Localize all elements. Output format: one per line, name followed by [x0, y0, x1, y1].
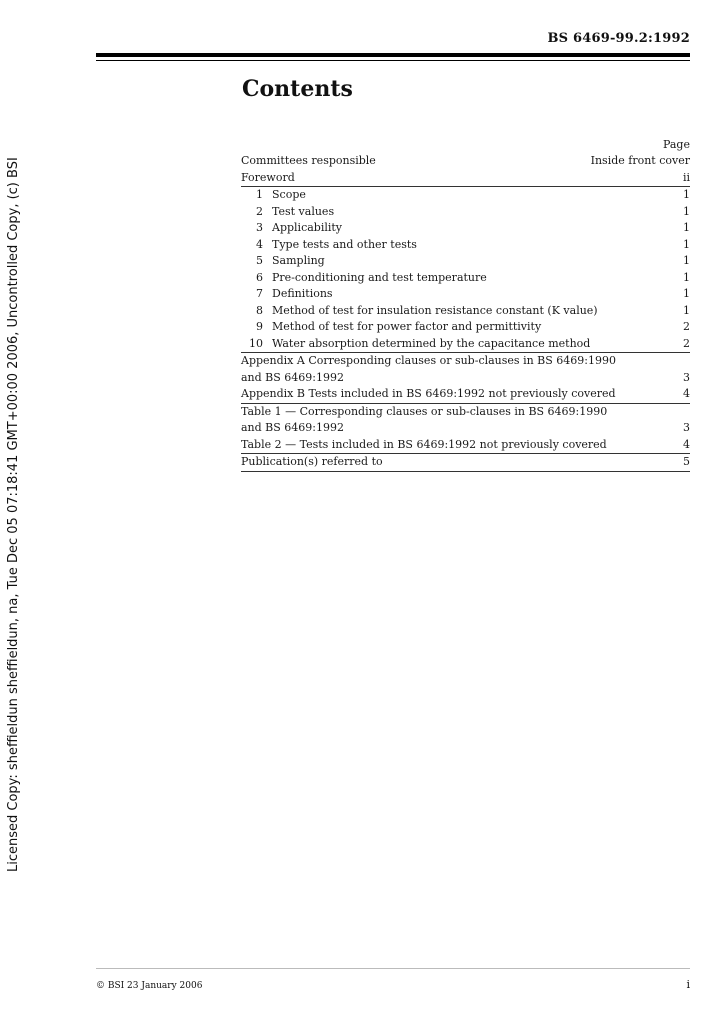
toc-clause-item[interactable]: [241, 286, 690, 303]
clause-label: Type tests and other tests: [272, 237, 417, 251]
license-watermark: Licensed Copy: sheffieldun sheffieldun, na, Tue Dec 05 07:18:41 GMT+00:00 2006, Uncontrolled Copy, (c) BSI: [6, 157, 21, 872]
toc-table-item[interactable]: [241, 404, 690, 437]
clause-label: Method of test for insulation resistance constant (K value): [272, 303, 598, 317]
clause-number: 9: [256, 320, 263, 333]
clause-number: 3: [256, 221, 263, 234]
table-label-line2: and BS 6469:1992: [241, 421, 344, 434]
clause-page: 1: [683, 204, 690, 218]
appendix-page: 4: [683, 387, 690, 400]
clause-label: Water absorption determined by the capacitance method: [272, 336, 591, 350]
appendix-label-line1: Appendix A Corresponding clauses or sub-clauses in BS 6469:1990: [241, 354, 616, 367]
clauses-section: [241, 186, 690, 352]
clause-page: 1: [683, 221, 690, 234]
footer-copyright: © BSI 23 January 2006: [96, 981, 203, 991]
table-page: 3: [683, 421, 690, 434]
table-label: [241, 404, 675, 437]
appendix-label: Appendix B Tests included in BS 6469:1992 not previously covered: [241, 387, 616, 400]
publications-section: [241, 453, 690, 471]
toc-front-item[interactable]: [241, 170, 690, 187]
table-page: 4: [683, 437, 690, 451]
page-column-header: Page: [662, 138, 690, 151]
clause-label: Method of test for power factor and permittivity: [272, 320, 542, 333]
publications-page: 5: [683, 455, 690, 468]
appendices-section: [241, 352, 690, 403]
toc-appendix-item[interactable]: [241, 386, 690, 403]
clause-number: 8: [256, 303, 263, 317]
appendix-label-line2: and BS 6469:1992: [241, 370, 344, 384]
clause-page: 1: [683, 303, 690, 317]
footer-rule: [96, 968, 690, 969]
clause-page: 2: [683, 336, 690, 350]
clause-number: 7: [256, 287, 263, 300]
clause-number: 4: [256, 237, 263, 251]
toc-appendix-item[interactable]: [241, 353, 690, 386]
document-code: BS 6469-99.2:1992: [547, 31, 690, 46]
clause-label: Test values: [272, 204, 335, 218]
toc-item-label: Foreword: [241, 170, 295, 184]
toc-clause-item[interactable]: [241, 303, 690, 320]
clause-page: 2: [683, 320, 690, 333]
toc-table-item[interactable]: [241, 437, 690, 454]
toc-clause-item[interactable]: [241, 220, 690, 237]
toc-clause-item[interactable]: [241, 187, 690, 204]
clause-label: Sampling: [272, 254, 325, 267]
toc-item-page: ii: [682, 170, 690, 184]
clause-number: 5: [256, 254, 263, 267]
toc-bottom-rule: [241, 471, 690, 472]
toc-clause-item[interactable]: [241, 204, 690, 221]
tables-section: [241, 403, 690, 454]
appendix-page: 3: [683, 370, 690, 384]
clause-page: 1: [683, 270, 690, 284]
toc-clause-item[interactable]: [241, 270, 690, 287]
header-rule-thin: [96, 60, 690, 61]
publications-label: Publication(s) referred to: [241, 455, 383, 468]
appendix-label: [241, 353, 675, 386]
toc-clause-item[interactable]: [241, 253, 690, 270]
clause-page: 1: [683, 237, 690, 251]
clause-page: 1: [683, 287, 690, 300]
clause-number: 10: [249, 336, 263, 350]
header-rule-thick: [96, 53, 690, 57]
table-of-contents: [241, 137, 690, 472]
table-label: Table 2 — Tests included in BS 6469:1992 not previously covered: [241, 437, 607, 451]
clause-label: Definitions: [272, 287, 333, 300]
toc-clause-item[interactable]: [241, 336, 690, 353]
clause-page: 1: [683, 254, 690, 267]
toc-item-page: Inside front cover: [590, 154, 690, 167]
toc-clause-item[interactable]: [241, 319, 690, 336]
footer-page-number: i: [686, 978, 690, 991]
page-title: Contents: [242, 76, 353, 102]
clause-label: Pre-conditioning and test temperature: [272, 270, 487, 284]
toc-publications-item[interactable]: [241, 454, 690, 471]
table-label-line1: Table 1 — Corresponding clauses or sub-clauses in BS 6469:1990: [241, 404, 608, 418]
toc-front-item[interactable]: [241, 153, 690, 170]
toc-clause-item[interactable]: [241, 237, 690, 254]
clause-label: Applicability: [272, 221, 343, 234]
clause-number: 1: [256, 188, 263, 201]
toc-item-label: Committees responsible: [241, 154, 376, 167]
clause-label: Scope: [272, 188, 306, 201]
clause-number: 6: [256, 270, 263, 284]
clause-number: 2: [256, 204, 263, 218]
clause-page: 1: [683, 188, 690, 201]
